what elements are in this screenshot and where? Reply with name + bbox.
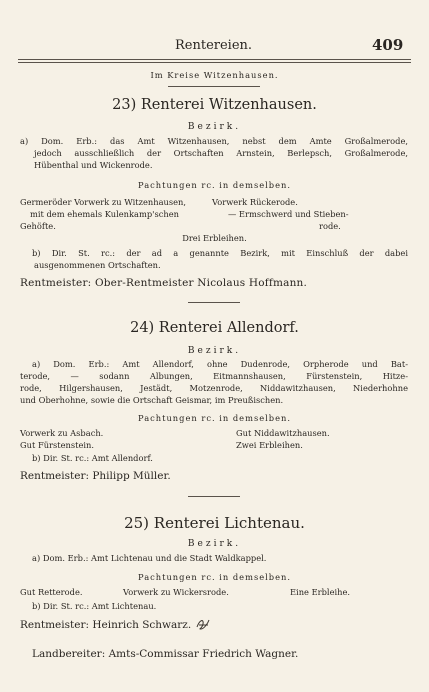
bezirk-line: und Oberhohne, sowie die Ortschaft Geismar, im Preußischen. xyxy=(20,395,284,405)
rentmeister-text: Rentmeister: Heinrich Schwarz. xyxy=(20,619,192,631)
pachtung-item: Vorwerk zu Asbach. xyxy=(20,428,104,438)
bezirk-line: a) Dom. Erb.: Amt Lichtenau und die Stadt Waldkappel. xyxy=(32,553,267,563)
landbereiter-line: Landbereiter: Amts-Commissar Friedrich Wagner. xyxy=(32,648,299,660)
pachtungen-label: Pachtungen rc. in demselben. xyxy=(137,413,291,423)
bezirk-label: Bezirk. xyxy=(187,539,242,549)
pachtungen-label: Pachtungen rc. in demselben. xyxy=(137,180,291,190)
bezirk-label: Bezirk. xyxy=(187,122,242,132)
dir-st-line: b) Dir. St. rc.: Amt Allendorf. xyxy=(32,453,153,463)
header-rule-lower xyxy=(18,62,411,63)
bezirk-line: terode, — sodann Albungen, Eitmannshausen, Fürstenstein, Hitze- xyxy=(20,371,408,381)
dir-st-line: b) Dir. St. rc.: der ad a genannte Bezirk, mit Einschluß der dabei xyxy=(32,248,408,258)
pachtung-item: Gehöfte. xyxy=(20,221,56,231)
dir-st-line: ausgenommenen Ortschaften. xyxy=(34,260,161,270)
header-rule xyxy=(18,59,411,60)
rentmeister-line: Rentmeister: Philipp Müller. xyxy=(20,470,171,482)
pachtung-item: Germeröder Vorwerk zu Witzenhausen, xyxy=(20,197,187,207)
erbleihen-line: Drei Erbleihen. xyxy=(182,233,247,243)
pachtung-item: mit dem ehemals Kulenkamp'schen xyxy=(30,209,179,219)
bezirk-line: Hübenthal und Wickenrode. xyxy=(34,160,153,170)
flourish-mark xyxy=(195,617,211,631)
section-title: 24) Renterei Allendorf. xyxy=(130,320,299,336)
bezirk-line: jedoch ausschließlich der Ortschaften Arnstein, Berlepsch, Großalmerode, xyxy=(34,148,408,158)
section-divider xyxy=(188,496,240,497)
section-title: 23) Renterei Witzenhausen. xyxy=(112,97,317,113)
divider xyxy=(168,86,260,87)
bezirk-label: Bezirk. xyxy=(187,346,242,356)
district-heading: Im Kreise Witzenhausen. xyxy=(150,70,279,80)
rentmeister-line xyxy=(20,617,211,631)
pachtung-item: Vorwerk zu Wickersrode. xyxy=(123,587,229,597)
running-head: Rentereien. xyxy=(175,38,253,53)
bezirk-line: a) Dom. Erb.: das Amt Witzenhausen, nebst dem Amte Großalmerode, xyxy=(20,136,408,146)
pachtung-item: Gut Retterode. xyxy=(20,587,83,597)
pachtung-item: Gut Fürstenstein. xyxy=(20,440,94,450)
page-number: 409 xyxy=(372,36,404,54)
bezirk-line: rode, Hilgershausen, Jestädt, Motzenrode, Niddawitzhausen, Niederhohne xyxy=(20,383,408,393)
pachtung-item: Gut Niddawitzhausen. xyxy=(236,428,330,438)
pachtungen-label: Pachtungen rc. in demselben. xyxy=(137,572,291,582)
pachtung-item: Vorwerk Rückerode. xyxy=(212,197,298,207)
pachtung-item: — Ermschwerd und Stieben- xyxy=(228,209,349,219)
bezirk-line: a) Dom. Erb.: Amt Allendorf, ohne Dudenrode, Orpherode und Bat- xyxy=(32,359,408,369)
section-title: 25) Renterei Lichtenau. xyxy=(124,514,305,532)
rentmeister-line: Rentmeister: Ober-Rentmeister Nicolaus Hoffmann. xyxy=(20,277,308,289)
section-divider xyxy=(188,302,240,303)
pachtung-item: Eine Erbleihe. xyxy=(290,587,351,597)
pachtung-item: rode. xyxy=(319,221,341,231)
pachtung-item: Zwei Erbleihen. xyxy=(236,440,303,450)
dir-st-line: b) Dir. St. rc.: Amt Lichtenau. xyxy=(32,601,157,611)
